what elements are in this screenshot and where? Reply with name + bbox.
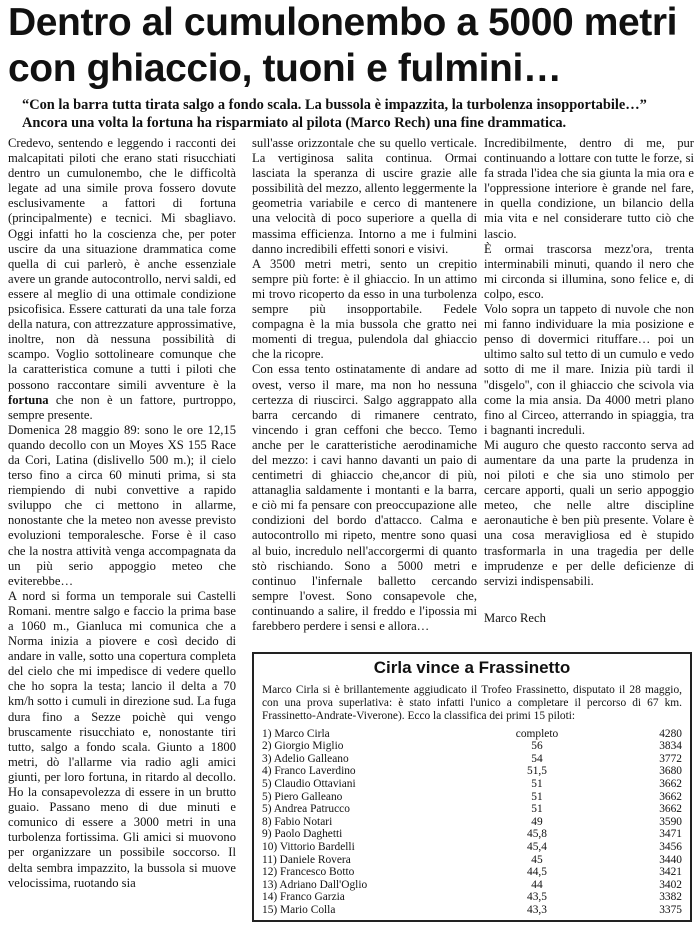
paragraph: Volo sopra un tappeto di nuvole che non mi fanno individuare la mia posizione e penso di dovermici rituffare… poi un ultimo salto sul tetto di un cumulo e vedo sotto di me il mare. Inizia più tardi il ''disgelo'', con il ghiaccio che scivola via come la mia ansia. Da 4000 metri plano fino al Circeo, atterrando in spiaggia, tra i bagnanti increduli. [484,302,694,437]
ranking-pilot: 9) Paolo Daghetti [262,828,343,841]
ranking-result: 51 [531,803,543,816]
ranking-pilot: 5) Piero Galleano [262,790,343,803]
paragraph: Credevo, sentendo e leggendo i racconti dei malcapitati piloti che erano stati risucchiati dentro un cumulonembo, che le difficoltà legate ad una simile prova fossero dovute esclusivamente a fattori di fortuna (principalmente) e tecnici. Mi sbagliavo. Oggi infatti ho la coscienza che, per poter uscire da una situazione drammatica come quella di cui parlerò, è anche essenziale avere un grande autocontrollo, nervi saldi, ed essere al meglio di una ottimale condizione psicofisica. Essere catturati da una tale forza della natura, con attrezzature approssimative, inoltre, non dà nessuna possibilità di scampo. Voglio sottolineare comunque che la caratteristica comune a tutti i piloti che possono raccontare simili avventure è la fortuna che non è un fattore, purtroppo, sempre presente. [8,136,237,422]
ranking-row [262,778,682,791]
ranking-result: 45,4 [527,840,547,853]
article-column-1 [8,136,236,891]
ranking-points: 3662 [659,803,682,816]
paragraph: Domenica 28 maggio 89: sono le ore 12,15 quando decollo con un Moyes XS 155 Race da Cori, Latina (dislivello 500 m.); il cielo terso fino a circa 60 minuti prima, si sta riempiendo di nubi convettive a rapido sviluppo che ci mettono in allarme, nonostante che la meteo non avesse previsto evoluzioni temporalesche. Forse è il caso che la nostra attività venga accompagnata da un più serio appoggio meteo che eviterebbe… [8,422,236,588]
results-intro: Marco Cirla si è brillantemente aggiudicato il Trofeo Frassinetto, disputato il 28 maggio, con una prova superlativa: è stato infatti l'unico a completare il percorso di 67 km. Frassinetto-Andrate-Viverone). Ecco la classifica dei primi 15 piloti: [262,684,682,723]
ranking-row [262,728,682,741]
ranking-points: 3834 [659,740,682,753]
ranking-result: 44,5 [527,866,547,879]
ranking-points: 3471 [659,828,682,841]
ranking-points: 3590 [659,815,682,828]
ranking-pilot: 8) Fabio Notari [262,815,333,828]
paragraph: sull'asse orizzontale che su quello verticale. La vertiginosa salita continua. Ormai lasciata la speranza di uscire grazie alle possibilità del mezzo, allento leggermente la geometria variabile e cerco di mantenere una velocità di poco superiore a quella di massima efficienza. Intorno a me i fulmini danno incredibili effetti sonori e visivi. [252,136,477,256]
ranking-result: 43,3 [527,903,547,916]
ranking-table [262,728,682,917]
ranking-pilot: 15) Mario Colla [262,903,336,916]
paragraph: A 3500 metri metri, sento un crepitio sempre più forte: è il ghiaccio. In un attimo mi trovo ricoperto da esso in una turbolenza sempre più insopportabile. Fedele compagna è la mia bussola che gratto nei momenti di tregua, pulendola dal ghiaccio che la ricopre. [252,256,477,362]
ranking-result: 56 [531,740,543,753]
ranking-row [262,791,682,804]
ranking-points: 3456 [659,840,682,853]
ranking-pilot: 5) Claudio Ottaviani [262,777,356,790]
ranking-row [262,816,682,829]
paragraph: Incredibilmente, dentro di me, pur continuando a lottare con tutte le forze, si fa strada l'idea che sia giunta la mia ora e l'oppressione interiore è grande nel fare, in quella condizione, un bilancio della mia vita e nel considerare tutto ciò che lascio. [484,136,694,241]
article-standfirst: “Con la barra tutta tirata salgo a fondo scala. La bussola è impazzita, la turbolenza insopportabile…” Ancora una volta la fortuna ha risparmiato al pilota (Marco Rech) una fine drammatica. [22,97,647,131]
ranking-points: 3662 [659,777,682,790]
author-signature: Marco Rech [484,610,546,625]
ranking-pilot: 2) Giorgio Miglio [262,740,344,753]
ranking-points: 3440 [659,853,682,866]
paragraph: Con essa tento ostinatamente di andare ad ovest, verso il mare, ma non ho nessuna certezza di riuscirci. Salgo aggrappato alla barra cercando di rimanere centrato, vincendo i gran ceffoni che becco. Temo anche per le caratteristiche aerodinamiche del mezzo: i cavi hanno davanti un paio di centimetri di ghiaccio che,ancor di più, attanaglia saldamente i montanti e la barra, e ciò mi fa pensare con preoccupazione alle condizioni del bordo d'attacco. Calma e autocontrollo mi ripeto, mentre sono quasi al buio, incredulo nell'accorgermi di quanto stò rischiando. Sono a 5000 metri e continuo l'infernale balletto cercando sempre l'ovest. Sono consapevole che, continuando a salire, il freddo e l'ipossia mi farebbero perdere i sensi e allora… [252,362,477,633]
ranking-row [262,803,682,816]
ranking-row [262,740,682,753]
article-headline: Dentro al cumulonembo a 5000 metri con ghiaccio, tuoni e fulmini… [8,1,678,90]
ranking-points: 3375 [659,903,682,916]
ranking-result: completo [515,727,559,740]
ranking-row [262,765,682,778]
ranking-result: 51,5 [527,765,547,778]
ranking-points: 3382 [659,891,682,904]
emphasis-fortuna: fortuna [8,392,49,407]
ranking-result: 44 [531,878,543,891]
ranking-result: 51 [531,790,543,803]
ranking-row [262,828,682,841]
results-box [252,652,692,922]
ranking-result: 43,5 [527,891,547,904]
paragraph: È ormai trascorsa mezz'ora, trenta interminabili minuti, quando il nero che mi circonda si illumina, sono felice e, di colpo, esco. [484,241,694,301]
ranking-pilot: 1) Marco Cirla [262,727,330,740]
paragraph: A nord si forma un temporale sui Castelli Romani. mentre salgo e faccio la prima base a 1060 m., Gianluca mi comunica che a Norma inizia a piovere e così decido di andare in valle, sotto una copertura completa del cielo che mi impedisce di vedere quello che ho sopra la testa; lancio il delta a 70 km/h sotto i cumuli in direzione sud. La fuga dura fino a Sezze poichè qui vengo bruscamente risucchiato e, nonostante tiri tutto, salgo a fondo scala. Giunto a 1800 metri, dò l'allarme via radio agli amici giunti, per loro fortuna, in ritardo al decollo. Ho la consapevolezza di essere in un brutto guaio. Passano meno di due minuti e comunico di essere a 3000 metri in una turbolenza fortissima. Gli amici si muovono per organizzare un possibile soccorso. Il delta sembra impazzito, la bussola si muove velocissima, ruotando sia [8,588,236,890]
ranking-points: 3772 [659,752,682,765]
ranking-points: 3421 [659,866,682,879]
ranking-pilot: 3) Adelio Galleano [262,752,349,765]
ranking-pilot: 11) Daniele Rovera [262,853,351,866]
ranking-pilot: 10) Vittorio Bardelli [262,840,355,853]
ranking-result: 51 [531,777,543,790]
ranking-pilot: 5) Andrea Patrucco [262,803,350,816]
ranking-row [262,841,682,854]
ranking-row [262,866,682,879]
ranking-points: 3662 [659,790,682,803]
ranking-pilot: 14) Franco Garzia [262,891,345,904]
paragraph: Mi auguro che questo racconto serva ad aumentare da una parte la prudenza in noi piloti e che sia uno stimolo per cercare apporti, quali un serio appoggio meteo, che nelle altre discipline aeronautiche è ben più presente. Volare è una cosa meravigliosa ed è stupido trasformarla in una tragedia per delle imprudenze e per delle deficienze di servizi indispensabili. [484,437,694,588]
article-column-2 [252,136,477,634]
ranking-pilot: 13) Adriano Dall'Oglio [262,878,368,891]
ranking-result: 45,8 [527,828,547,841]
ranking-result: 45 [531,853,543,866]
ranking-row [262,904,682,917]
ranking-pilot: 12) Francesco Botto [262,866,355,879]
ranking-points: 4280 [659,727,682,740]
ranking-row [262,879,682,892]
article-column-3 [484,136,694,626]
ranking-result: 54 [531,752,543,765]
ranking-points: 3680 [659,765,682,778]
ranking-points: 3402 [659,878,682,891]
ranking-row [262,854,682,867]
ranking-pilot: 4) Franco Laverdino [262,765,356,778]
ranking-row [262,753,682,766]
results-title: Cirla vince a Frassinetto [373,658,571,677]
ranking-row [262,891,682,904]
ranking-result: 49 [531,815,543,828]
